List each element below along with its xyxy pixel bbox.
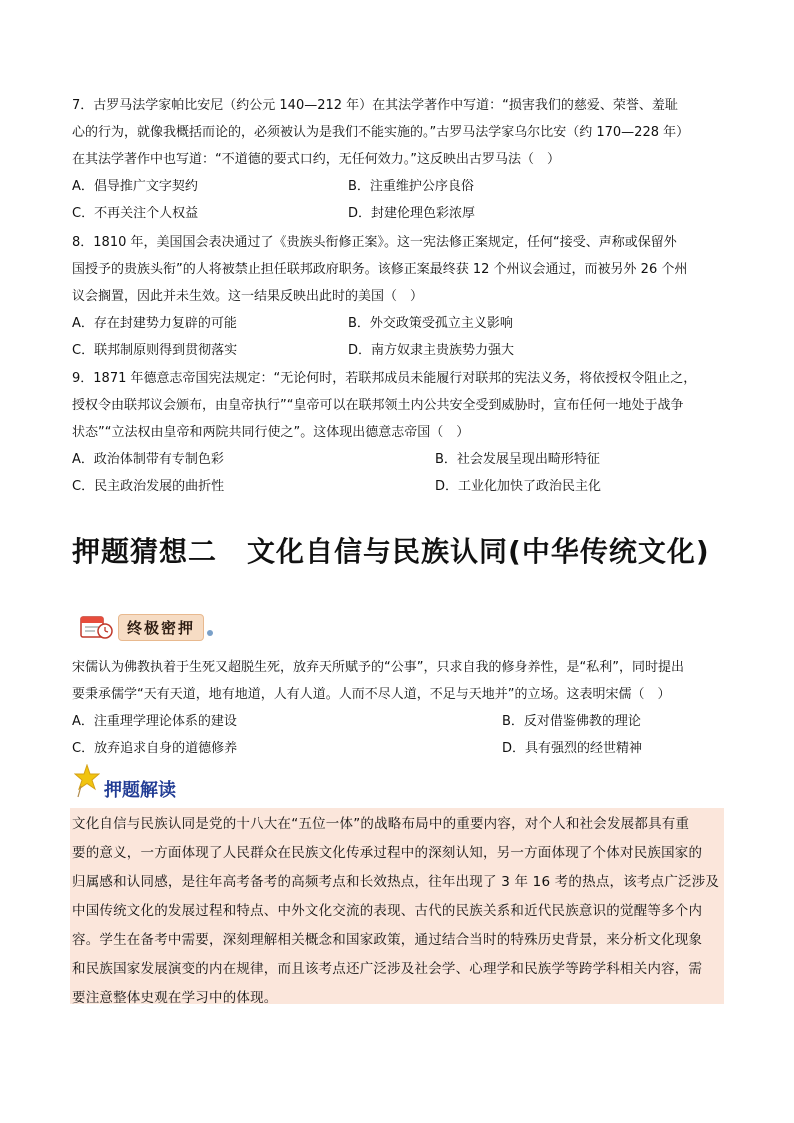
question-8-line: 议会搁置，因此并未生效。这一结果反映出此时的美国（ ） <box>72 289 424 304</box>
star-icon <box>74 764 100 802</box>
section-title-number: 押题猜想二 <box>72 535 218 568</box>
question-10 <box>72 654 732 762</box>
interpretation-line: 归属感和认同感，是往年高考备考的高频考点和长效热点，往年出现了 3 年 16 考的热点，该考点广泛涉及 <box>72 874 720 890</box>
option-a: A．政治体制带有专制色彩 <box>72 452 224 467</box>
question-8 <box>72 229 732 364</box>
option-d: D．封建伦理色彩浓厚 <box>348 206 476 221</box>
interpretation-box <box>70 808 724 1004</box>
final-prediction-badge <box>80 612 213 642</box>
question-8-options <box>72 310 732 364</box>
question-8-line: 国授予的贵族头衔”的人将被禁止担任联邦政府职务。该修正案最终获 12 个州议会通过，而被另外 26 个州 <box>72 262 688 277</box>
option-d: D．工业化加快了政治民主化 <box>435 479 602 494</box>
interpretation-line: 容。学生在备考中需要，深刻理解相关概念和国家政策，通过结合当时的特殊历史背景，来分析文化现象 <box>72 932 703 948</box>
option-a: A．倡导推广文字契约 <box>72 179 198 194</box>
calendar-clock-icon <box>80 614 114 640</box>
question-9-line: 9．1871 年德意志帝国宪法规定：“无论何时，若联邦成员未能履行对联邦的宪法义务，将依授权令阻止之， <box>72 371 697 386</box>
option-d: D．具有强烈的经世精神 <box>502 741 643 756</box>
question-9-options <box>72 446 732 500</box>
question-10-options <box>72 708 732 762</box>
option-c: C．民主政治发展的曲折性 <box>72 479 225 494</box>
option-b: B．社会发展呈现出畸形特征 <box>435 452 600 467</box>
option-a: A．注重理学理论体系的建设 <box>72 714 237 729</box>
interpretation-line: 文化自信与民族认同是党的十八大在“五位一体”的战略布局中的重要内容，对个人和社会发展都具有重 <box>72 816 690 832</box>
option-d: D．南方奴隶主贵族势力强大 <box>348 343 515 358</box>
question-9-line: 状态”“立法权由皇帝和两院共同行使之”。这体现出德意志帝国（ ） <box>72 425 470 440</box>
question-7-line: 在其法学著作中也写道：“不道德的要式口约，无任何效力。”这反映出古罗马法（ ） <box>72 152 560 167</box>
question-7-options <box>72 173 732 227</box>
option-c: C．联邦制原则得到贯彻落实 <box>72 343 238 358</box>
interpretation-heading-label: 押题解读 <box>104 780 176 801</box>
interpretation-line: 要注意整体史观在学习中的体现。 <box>72 990 278 1006</box>
badge-label: 终极密押 <box>118 614 204 641</box>
option-b: B．注重维护公序良俗 <box>348 179 474 194</box>
section-title-topic: 文化自信与民族认同(中华传统文化) <box>247 535 710 568</box>
badge-dot-icon <box>207 630 213 636</box>
question-10-line: 要秉承儒学“天有天道，地有地道，人有人道。人而不尽人道，不足与天地并”的立场。这表明宋儒（ ） <box>72 687 671 702</box>
option-c: C．放弃追求自身的道德修养 <box>72 741 238 756</box>
option-b: B．外交政策受孤立主义影响 <box>348 316 513 331</box>
question-7-line: 7．古罗马法学家帕比安尼（约公元 140—212 年）在其法学著作中写道：“损害我们的慈爱、荣誉、羞耻 <box>72 98 678 113</box>
section-title <box>72 530 752 570</box>
question-9 <box>72 365 732 500</box>
interpretation-heading <box>74 766 176 802</box>
option-b: B．反对借鉴佛教的理论 <box>502 714 641 729</box>
option-c: C．不再关注个人权益 <box>72 206 199 221</box>
question-10-line: 宋儒认为佛教执着于生死又超脱生死，放弃天所赋予的“公事”，只求自我的修身养性，是“私利”，同时提出 <box>72 660 684 675</box>
interpretation-line: 要的意义，一方面体现了人民群众在民族文化传承过程中的深刻认知，另一方面体现了个体对民族国家的 <box>72 845 703 861</box>
interpretation-line: 和民族国家发展演变的内在规律，而且该考点还广泛涉及社会学、心理学和民族学等跨学科相关内容，需 <box>72 961 703 977</box>
question-7 <box>72 92 732 227</box>
question-8-line: 8．1810 年，美国国会表决通过了《贵族头衔修正案》。这一宪法修正案规定，任何“接受、声称或保留外 <box>72 235 677 250</box>
option-a: A．存在封建势力复辟的可能 <box>72 316 237 331</box>
question-7-line: 心的行为，就像我概括而论的，必须被认为是我们不能实施的。”古罗马法学家乌尔比安（约 170—228 年） <box>72 125 690 140</box>
question-9-line: 授权令由联邦议会颁布，由皇帝执行”“皇帝可以在联邦领土内公共安全受到威胁时，宣布任何一地处于战争 <box>72 398 684 413</box>
interpretation-line: 中国传统文化的发展过程和特点、中外文化交流的表现、古代的民族关系和近代民族意识的觉醒等多个内 <box>72 903 703 919</box>
